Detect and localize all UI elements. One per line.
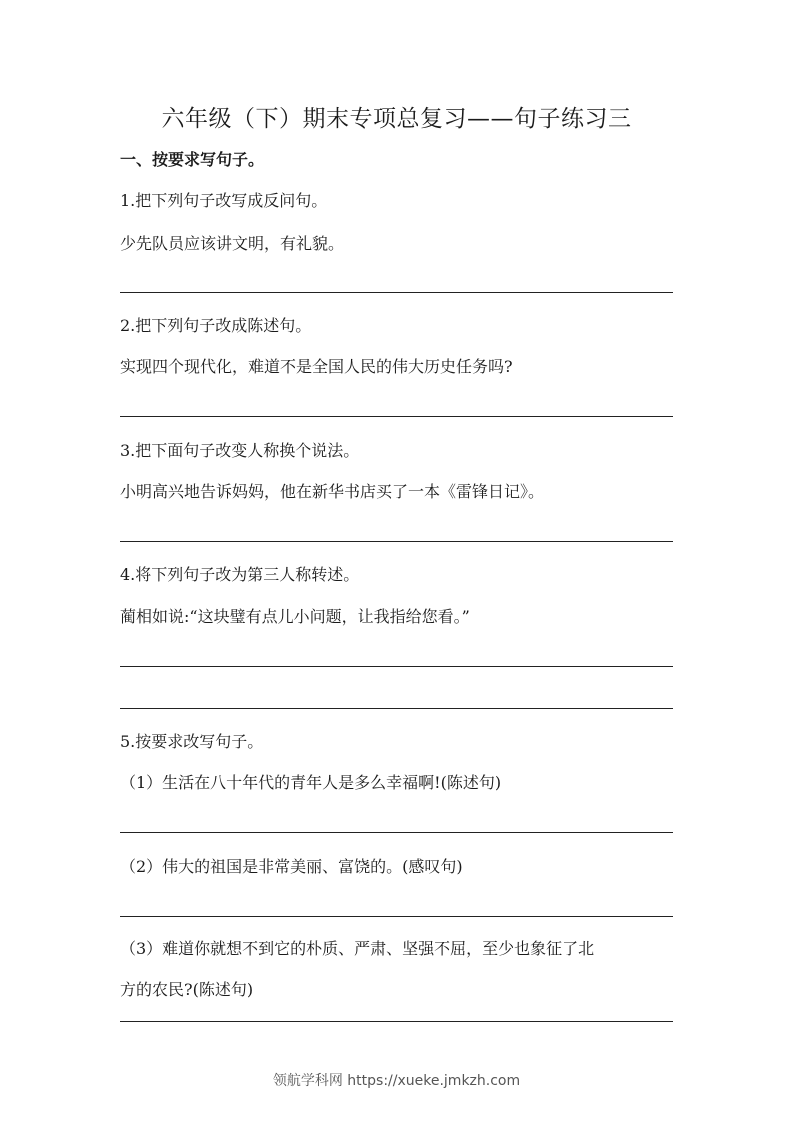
answer-line-4b[interactable] — [120, 708, 673, 709]
question-3-prompt: 3.把下面句子改变人称换个说法。 — [120, 441, 360, 460]
question-5-prompt: 5.按要求改写句子。 — [120, 732, 264, 751]
question-4-sentence: 蔺相如说:“这块璧有点儿小问题，让我指给您看。” — [120, 607, 470, 626]
answer-line-5-2[interactable] — [120, 916, 673, 917]
question-2-sentence: 实现四个现代化，难道不是全国人民的伟大历史任务吗? — [120, 357, 513, 376]
answer-line-2[interactable] — [120, 416, 673, 417]
answer-line-5-3[interactable] — [120, 1021, 673, 1022]
footer-watermark: 领航学科网 https://xueke.jmkzh.com — [272, 1073, 521, 1089]
question-4-prompt: 4.将下列句子改为第三人称转述。 — [120, 565, 360, 584]
sub-item-2: （2）伟大的祖国是非常美丽、富饶的。(感叹句) — [120, 857, 463, 876]
answer-line-1[interactable] — [120, 292, 673, 293]
sub-item-3: （3）难道你就想不到它的朴质、严肃、坚强不屈，至少也象征了北 — [120, 939, 595, 958]
answer-line-3[interactable] — [120, 541, 673, 542]
sub-item-3-continued: 方的农民?(陈述句) — [120, 980, 254, 999]
page-title: 六年级（下）期末专项总复习——句子练习三 — [161, 106, 632, 132]
answer-line-4a[interactable] — [120, 666, 673, 667]
answer-line-5-1[interactable] — [120, 832, 673, 833]
question-1-prompt: 1.把下列句子改写成反问句。 — [120, 191, 328, 210]
question-1-sentence: 少先队员应该讲文明，有礼貌。 — [120, 234, 345, 253]
question-3-sentence: 小明高兴地告诉妈妈，他在新华书店买了一本《雷锋日记》。 — [120, 482, 545, 501]
sub-item-1: （1）生活在八十年代的青年人是多么幸福啊!(陈述句) — [120, 773, 502, 792]
question-2-prompt: 2.把下列句子改成陈述句。 — [120, 316, 312, 335]
section-heading: 一、按要求写句子。 — [120, 150, 265, 169]
